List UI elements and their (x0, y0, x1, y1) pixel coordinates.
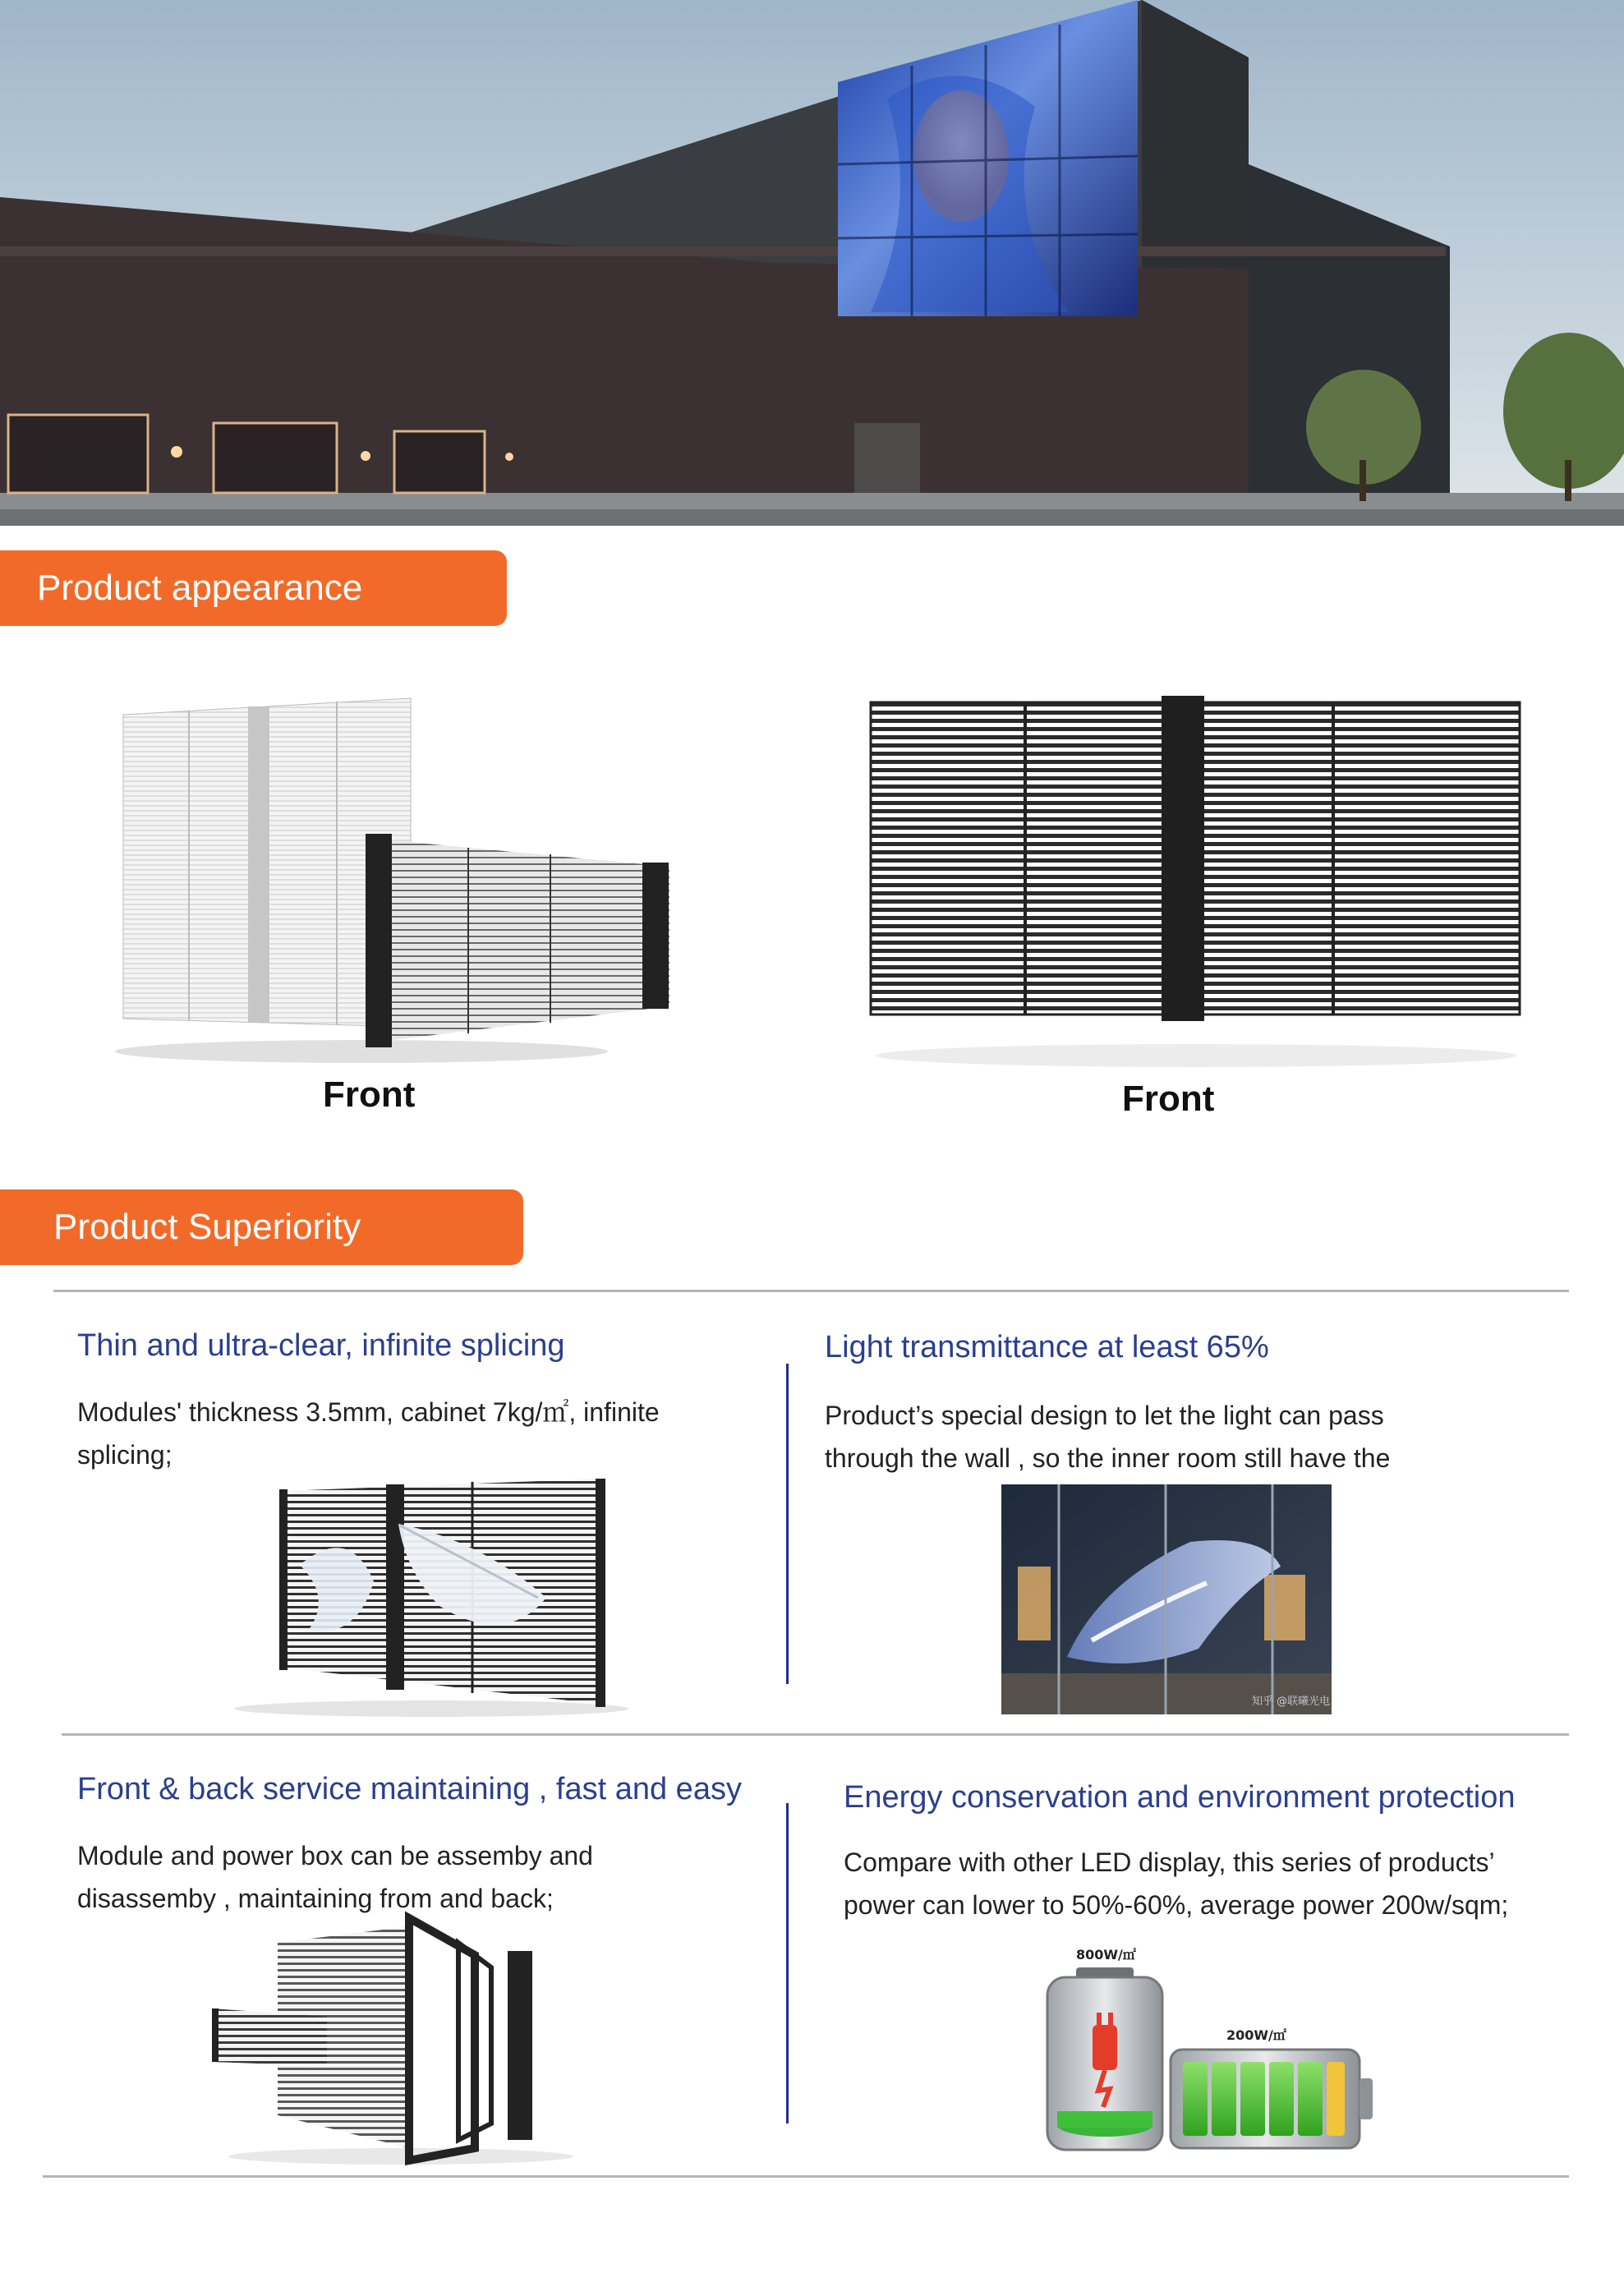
divider-top (53, 1290, 1569, 1292)
maintenance-exploded-image (212, 1910, 582, 2169)
product-front-image-left (115, 690, 682, 1076)
divider-bottom (43, 2175, 1569, 2178)
feature-body-energy: Compare with other LED display, this series of products’ power can lower to 50%-60%, average power 200w/sqm; (844, 1847, 1509, 1920)
caption-front-right: Front (1122, 1079, 1215, 1119)
section-header-appearance (0, 550, 507, 626)
feature-title-service: Front & back service maintaining , fast and easy (77, 1772, 742, 1806)
divider-vertical-top (786, 1364, 789, 1684)
feature-body-service: Module and power box can be assemby and disassemby , maintaining from and back; (77, 1841, 593, 1913)
feature-title-transmittance: Light transmittance at least 65% (825, 1330, 1269, 1364)
hero-building-photo (0, 0, 1624, 526)
divider-vertical-bottom (786, 1803, 789, 2123)
power-comparison-graphic (1039, 1943, 1384, 2160)
section-title: Product Superiority (53, 1207, 361, 1247)
battery-label-800: 800W/㎡ (1076, 1947, 1136, 1962)
feature-title-thin: Thin and ultra-clear, infinite splicing (77, 1328, 565, 1363)
caption-front-left: Front (323, 1074, 416, 1115)
shop-window-display-image (1001, 1484, 1332, 1714)
section-header-superiority (0, 1189, 523, 1265)
feather-display-image (209, 1475, 628, 1721)
image-watermark: 知乎 @联曦光电 (1252, 1696, 1331, 1708)
feature-body-transmittance: Product’s special design to let the light can pass through the wall , so the inner room still have the (825, 1401, 1391, 1473)
section-title: Product appearance (37, 568, 363, 608)
battery-label-200: 200W/㎡ (1226, 2027, 1286, 2043)
divider-middle (62, 1733, 1569, 1736)
feature-title-energy: Energy conservation and environment protection (844, 1780, 1516, 1815)
product-front-image-right (869, 694, 1523, 1072)
feature-body-thin: Modules' thickness 3.5mm, cabinet 7kg/㎡, infinite splicing; (77, 1397, 660, 1470)
